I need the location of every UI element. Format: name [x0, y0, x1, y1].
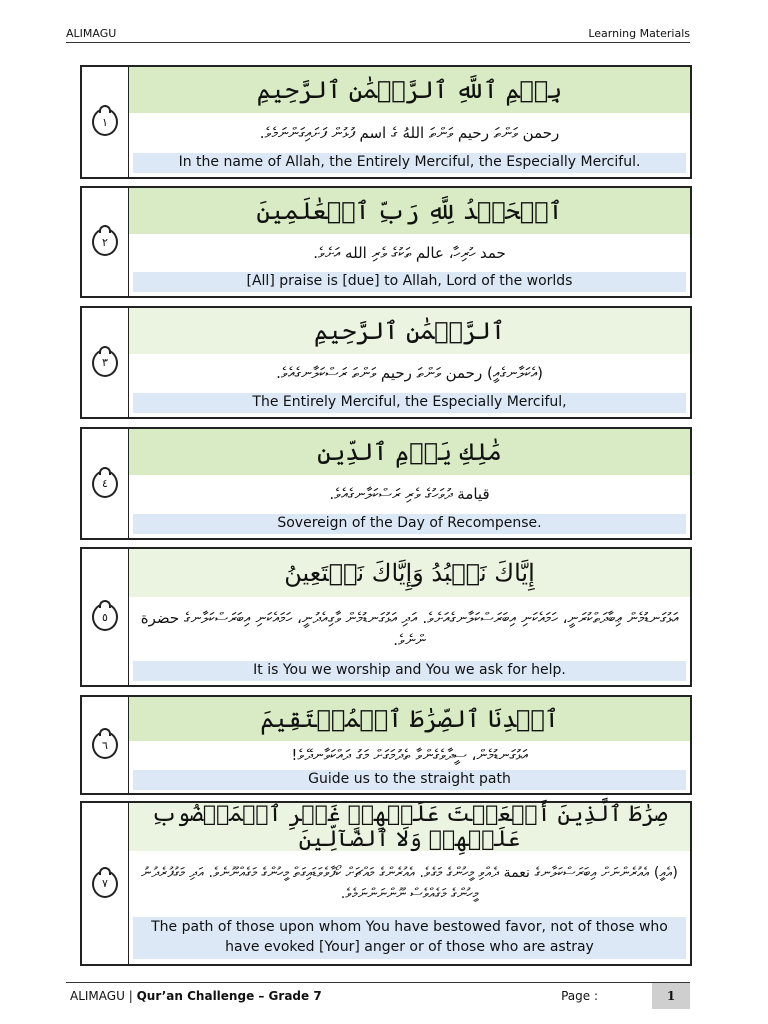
page-number: 1 — [652, 983, 690, 1009]
verse-card-4 — [80, 427, 692, 540]
footer-separator: | — [128, 989, 133, 1003]
verse-arabic: ٱهۡدِنَا ٱلصِّرَٰطَ ٱلۡمُسۡتَقِيمَ — [129, 697, 690, 741]
verse-card-6 — [80, 695, 692, 795]
page-label: Page : — [561, 989, 598, 1003]
verse-number-badge: ٢ — [92, 228, 118, 256]
verse-english: The path of those upon whom You have bestowed favor, not of those who have evoked [Your] anger or of those who are astray — [133, 917, 686, 959]
verse-dhivehi: (އެކަލާނގެއީ) رحمن ވަންތަ رحيم ވަންތަ ރަސްކަލާނގެއެވެ. — [276, 364, 543, 383]
header-right: Learning Materials — [588, 27, 690, 40]
verse-card-3 — [80, 306, 692, 419]
verse-arabic: ٱلۡحَمۡدُ لِلَّهِ رَبِّ ٱلۡعَٰلَمِينَ — [129, 188, 690, 234]
verse-card-7 — [80, 801, 692, 966]
verse-english: The Entirely Merciful, the Especially Merciful, — [133, 393, 686, 413]
verse-arabic: ٱلرَّحۡمَٰنِ ٱلرَّحِيمِ — [129, 308, 690, 354]
page-header — [66, 26, 690, 43]
verse-english: In the name of Allah, the Entirely Merciful, the Especially Merciful. — [133, 153, 686, 173]
verse-number-badge: ٤ — [92, 470, 118, 498]
verse-arabic: إِيَّاكَ نَعۡبُدُ وَإِيَّاكَ نَسۡتَعِينُ — [129, 549, 690, 597]
verse-english: Guide us to the straight path — [133, 770, 686, 790]
verse-number-badge: ٥ — [92, 603, 118, 631]
verse-arabic: مَٰلِكِ يَوۡمِ ٱلدِّينِ — [129, 429, 690, 475]
footer-title: Qur’an Challenge – Grade 7 — [136, 989, 322, 1003]
verse-english: It is You we worship and You we ask for help. — [133, 661, 686, 681]
verse-number-badge: ٣ — [92, 349, 118, 377]
verse-number-badge: ١ — [92, 108, 118, 136]
verse-card-2 — [80, 186, 692, 298]
verse-dhivehi: قيامة ދުވަހުގެ ވެރި ރަސްކަލާނގެއެވެ. — [329, 485, 490, 504]
verse-dhivehi: އަޅުގަނޑުމެން ޢިބާދަތްކުރަނީ، ހަމައެކަނި އިބަރަސްކަލާނގެއަށެވެ. އަދި އަޅުގަނޑުމެން ވާގިއެދުނީ، ހަމައެކަނި އިބަރަސްކަލާނގެ حضرة ންނެވެ. — [140, 608, 679, 649]
verse-card-5 — [80, 547, 692, 687]
verse-number-badge: ٦ — [92, 731, 118, 759]
verse-arabic: بِسۡمِ ٱللَّهِ ٱلرَّحۡمَٰنِ ٱلرَّحِيمِ — [129, 67, 690, 113]
verse-dhivehi: އަޅުގަނޑުމެން، ސީދާވެގެންވާ ތެދުމަގަށް މަގު ދައްކަވާނދޭވެ! — [291, 746, 528, 765]
verse-dhivehi: (އެއީ) އެއުރެންނަށް އިބަރަސްކަލާނގެ نعمة ދެއްވި މީހުންގެ މަގެވެ. އެއުރެންގެ މައްޗަށް ކޯފާވެވަޑައިގަތް މީހުންގެ މަގެއްނޫނެވެ. އަދި މަގުފުރެދުނު މީހުންގެ މަގެއްވެސް ނޫންނަންނަމެވެ. — [141, 865, 678, 902]
header-left: ALIMAGU — [66, 27, 117, 40]
page-footer — [66, 982, 690, 1013]
verse-dhivehi: رحمن ވަންތަ رحيم ވަންތަ اللهُ ގެ اسم ފުޅުން ފަށައިގަންނަމެވެ. — [259, 123, 560, 142]
verse-dhivehi: حمد ހުރިހާ، عالم ތަކުގެ ވެރި الله އަށެވެ. — [313, 243, 506, 262]
verse-english: [All] praise is [due] to Allah, Lord of the worlds — [133, 272, 686, 292]
verse-arabic: صِرَٰطَ ٱلَّذِينَ أَنۡعَمۡتَ عَلَيۡهِمۡ غَيۡرِ ٱلۡمَغۡضُوبِ عَلَيۡهِمۡ وَلَا ٱلضَّآلِّينَ — [129, 803, 690, 851]
verse-card-1 — [80, 65, 692, 179]
verse-english: Sovereign of the Day of Recompense. — [133, 514, 686, 534]
footer-name: ALIMAGU — [70, 989, 125, 1003]
verse-number-badge: ٧ — [92, 870, 118, 898]
